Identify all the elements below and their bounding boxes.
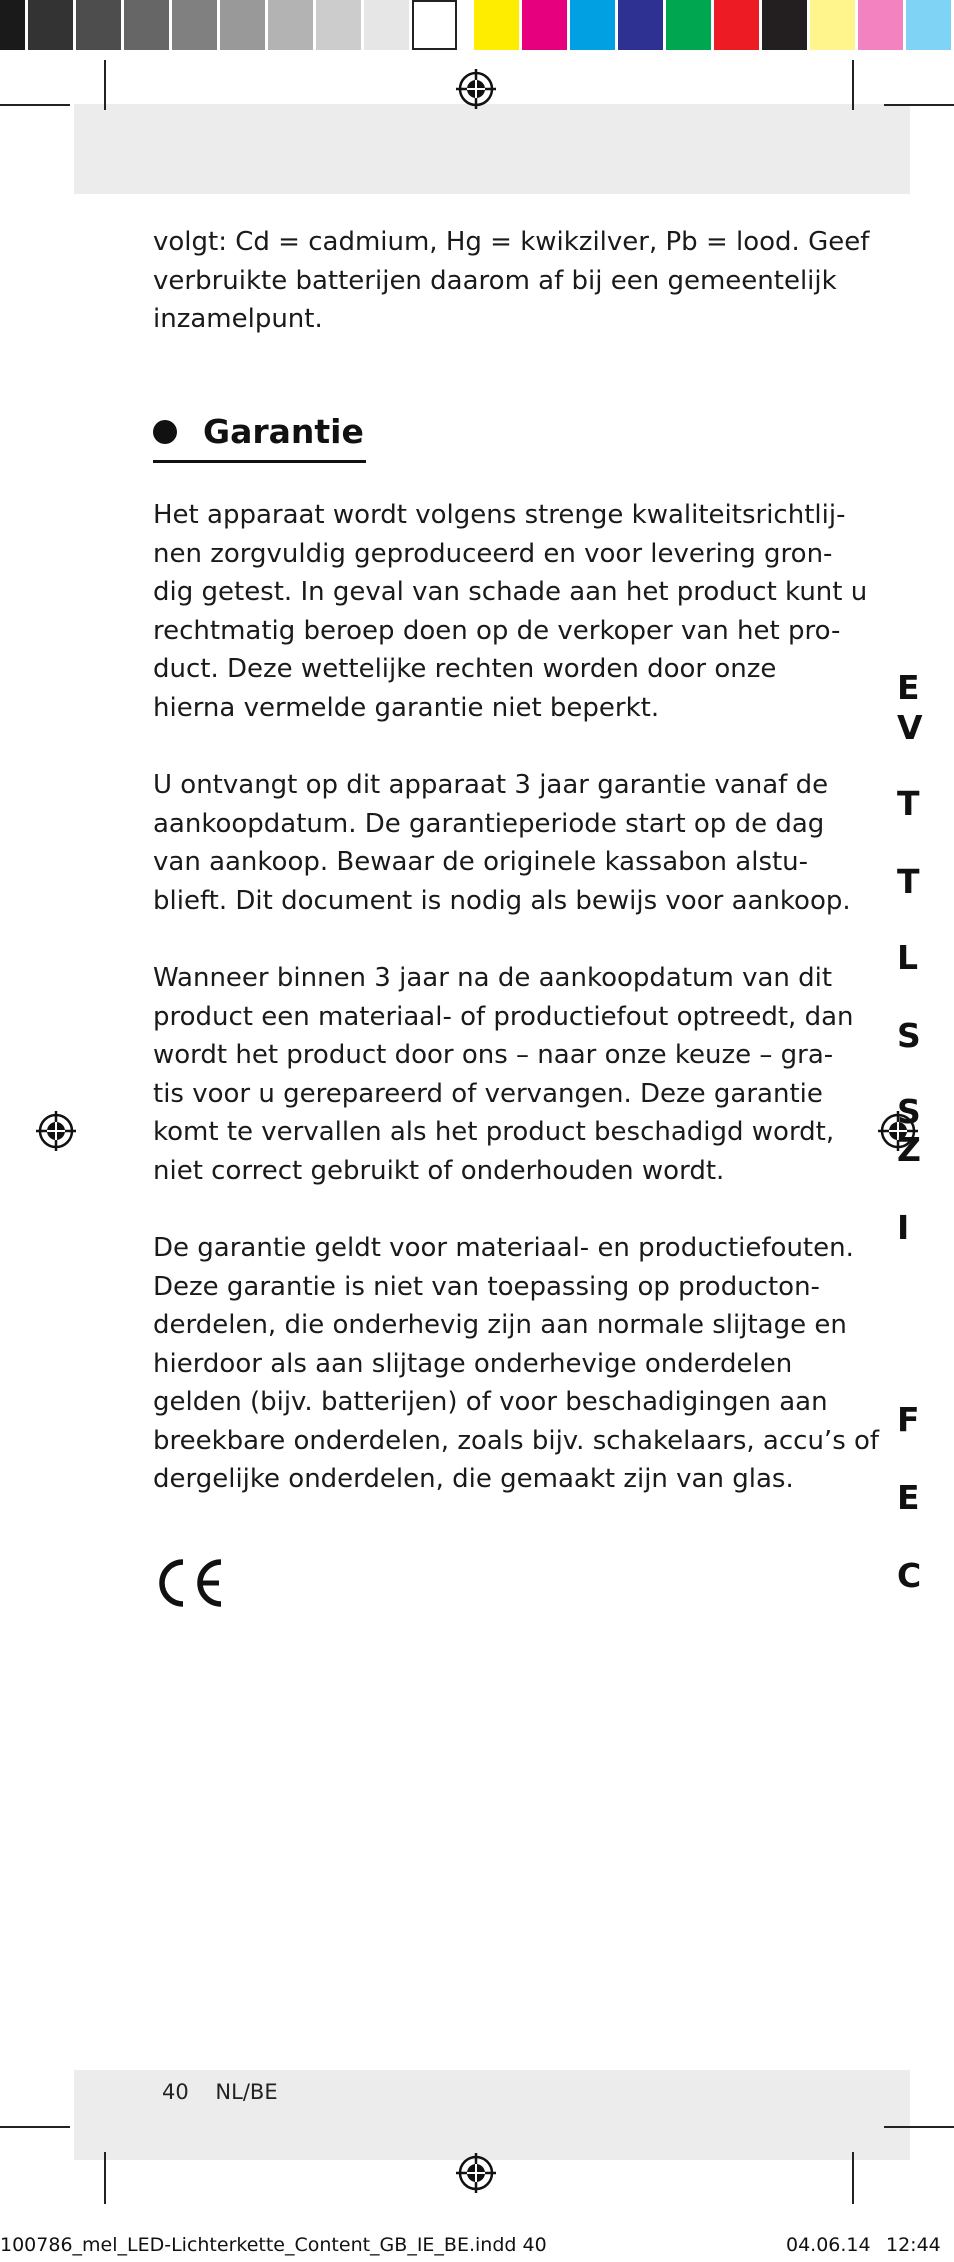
- edge-letter: S: [897, 1092, 921, 1131]
- language-code: NL/BE: [215, 2080, 278, 2104]
- slug-time: 12:44: [886, 2234, 941, 2256]
- bullet-icon: [153, 420, 177, 444]
- page-number: 40: [162, 2080, 189, 2104]
- slug-date: 04.06.14: [786, 2234, 871, 2256]
- text-line: volgt: Cd = cadmium, Hg = kwikzilver, Pb = lood. Geef: [153, 227, 870, 257]
- page-body: [153, 0, 880, 2000]
- crop-mark: [884, 104, 954, 106]
- crop-mark: [104, 60, 106, 110]
- text-line: dig getest. In geval van schade aan het product kunt u: [153, 577, 868, 607]
- color-swatch: [810, 0, 855, 50]
- edge-letter: F: [897, 1400, 920, 1439]
- text-line: inzamelpunt.: [153, 304, 323, 334]
- text-line: derdelen, die onderhevig zijn aan normale slijtage en: [153, 1310, 847, 1340]
- intro-paragraph: [153, 223, 870, 339]
- edge-letter: L: [897, 938, 919, 977]
- edge-letter: C: [897, 1556, 922, 1595]
- text-line: Deze garantie is niet van toepassing op producton-: [153, 1271, 820, 1302]
- edge-letter: Z: [897, 1130, 921, 1169]
- text-line: breekbare onderdelen, zoals bijv. schakelaars, accu’s of: [153, 1425, 880, 1456]
- warranty-paragraph-1: [153, 496, 868, 727]
- text-line: wordt het product door ons – naar onze keuze – gra-: [153, 1040, 834, 1070]
- registration-mark-icon: [35, 1110, 77, 1152]
- warranty-paragraph-3: [153, 959, 854, 1190]
- text-line: De garantie geldt voor materiaal- en productiefouten.: [153, 1233, 854, 1263]
- edge-letter: E: [897, 1478, 920, 1517]
- text-line: duct. Deze wettelijke rechten worden door onze: [153, 654, 777, 684]
- crop-mark: [104, 2152, 106, 2204]
- text-line: dergelijke onderdelen, die gemaakt zijn van glas.: [153, 1464, 794, 1494]
- text-line: aankoopdatum. De garantieperiode start op de dag: [153, 808, 825, 839]
- section-heading: [153, 412, 364, 451]
- color-swatch: [76, 0, 121, 50]
- text-line: Het apparaat wordt volgens strenge kwaliteitsrichtlij-: [153, 500, 846, 530]
- text-line: nen zorgvuldig geproduceerd en voor levering gron-: [153, 538, 833, 569]
- color-swatch: [858, 0, 903, 50]
- text-line: product een materiaal- of productiefout optreedt, dan: [153, 1001, 854, 1032]
- registration-mark-icon: [455, 2152, 497, 2194]
- edge-letter: E: [897, 668, 920, 707]
- color-swatch: [28, 0, 73, 50]
- text-line: verbruikte batterijen daarom af bij een gemeentelijk: [153, 265, 837, 296]
- crop-mark: [852, 2152, 854, 2204]
- text-line: hierdoor als aan slijtage onderhevige onderdelen: [153, 1348, 793, 1379]
- text-line: hierna vermelde garantie niet beperkt.: [153, 692, 660, 723]
- text-line: blieft. Dit document is nodig als bewijs voor aankoop.: [153, 885, 851, 916]
- text-line: van aankoop. Bewaar de originele kassabon alstu-: [153, 847, 809, 877]
- warranty-paragraph-4: [153, 1229, 880, 1499]
- crop-mark: [852, 60, 854, 110]
- edge-letter: I: [897, 1208, 910, 1247]
- text-line: Wanneer binnen 3 jaar na de aankoopdatum van dit: [153, 963, 833, 993]
- edge-letter: V: [897, 708, 923, 747]
- heading-underline: [153, 460, 366, 463]
- heading-text: Garantie: [203, 412, 364, 451]
- ce-mark-icon: [153, 1556, 225, 1610]
- color-swatch: [0, 0, 25, 50]
- page-footer: [162, 2080, 298, 2104]
- text-line: niet correct gebruikt of onderhouden wordt.: [153, 1155, 725, 1186]
- edge-letter: T: [897, 784, 920, 823]
- text-line: gelden (bijv. batterijen) of voor beschadigingen aan: [153, 1387, 828, 1417]
- crop-mark: [0, 104, 70, 106]
- text-line: rechtmatig beroep doen op de verkoper van het pro-: [153, 615, 841, 646]
- color-swatch: [906, 0, 951, 50]
- text-line: U ontvangt op dit apparaat 3 jaar garantie vanaf de: [153, 770, 829, 800]
- crop-mark: [0, 2126, 70, 2128]
- warranty-paragraph-2: [153, 766, 851, 920]
- text-line: komt te vervallen als het product beschadigd wordt,: [153, 1117, 835, 1147]
- crop-mark: [884, 2126, 954, 2128]
- text-line: tis voor u gerepareerd of vervangen. Deze garantie: [153, 1078, 823, 1109]
- file-slug: 100786_mel_LED-Lichterkette_Content_GB_IE_BE.indd 40: [0, 2234, 547, 2256]
- edge-letter: S: [897, 1016, 921, 1055]
- edge-letter: T: [897, 862, 920, 901]
